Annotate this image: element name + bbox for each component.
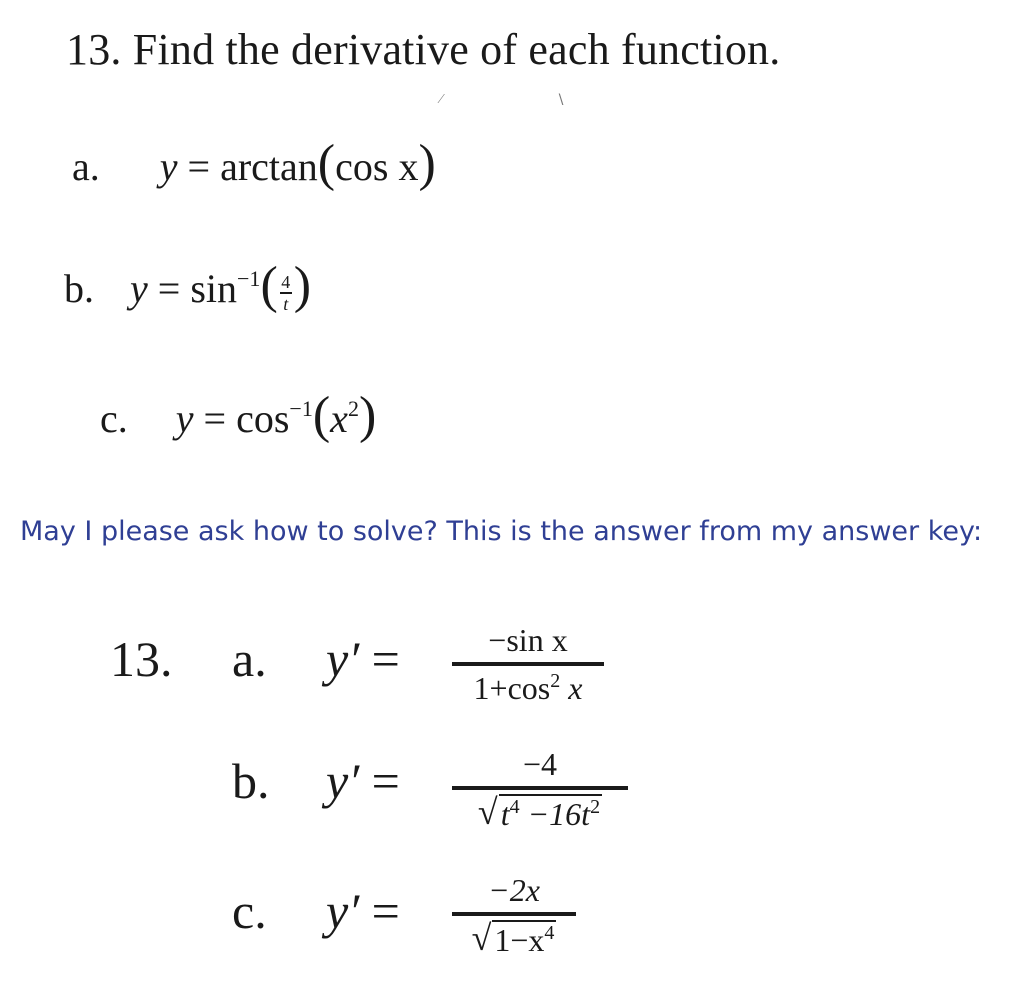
problem-a: a. y = arctan(cos x) [72,135,436,192]
problem-b: b. $y = \sin^{-1}$( $\frac{4}{t}$ ) [64,257,312,314]
problem-a-label: a. [72,144,100,189]
answer-b-radical: √ $t^4 -16t^2$ [478,794,602,837]
answer-a-lhs: y′ = [326,631,400,687]
question-text: May I please ask how to solve? This is the answer from my answer key: [20,516,983,547]
answer-c-label: c. [232,883,267,939]
problem-a-lhs: y [159,144,178,189]
answer-number: 13. [110,631,173,687]
problem-b-exp: −1 [237,266,261,291]
answer-b-fraction [452,746,628,837]
answer-a-numerator: −sin x [488,622,568,658]
problem-b-eq: = [157,266,181,311]
problem-a-eq: = [187,144,211,189]
problem-c-arg-exp: 2 [347,396,359,421]
answer-a-label: a. [232,631,267,687]
problem-c-arg-base: x [330,396,348,441]
stray-mark-right: ∖ [556,93,565,108]
answer-c-radical: √ $1-x^4$ [472,920,557,963]
answer-a-fraction [452,622,604,711]
problem-c-exp: −1 [289,396,313,421]
answer-c-lhs: y′ = [326,883,400,939]
answer-c-numerator: −2x [488,872,540,908]
problem-c-func: cos [236,396,290,441]
problem-c-label: c. [100,396,128,441]
answer-a-denominator: $1+\cos^2$ x [473,670,583,706]
stray-mark-left: ⁄ [440,92,443,107]
answer-b-lhs: y′ = [326,753,400,809]
problem-b-func: sin [190,266,238,311]
problem-c: c. $y = \cos^{-1}(x^2)$ [100,387,377,444]
problem-title: 13. Find the derivative of each function. [66,25,781,74]
answer-c-fraction [452,872,576,963]
problem-c-lhs: y [175,396,194,441]
problem-c-eq: = [203,396,227,441]
problem-b-label: b. [64,266,94,311]
problem-b-fraction: $\frac{4}{t}$ [281,271,291,314]
answer-b-label: b. [232,753,270,809]
problem-b-lhs: y [130,266,148,311]
answer-b-numerator: −4 [522,746,558,782]
problem-a-arg: cos x [335,144,419,189]
problem-a-func: arctan [220,144,318,189]
